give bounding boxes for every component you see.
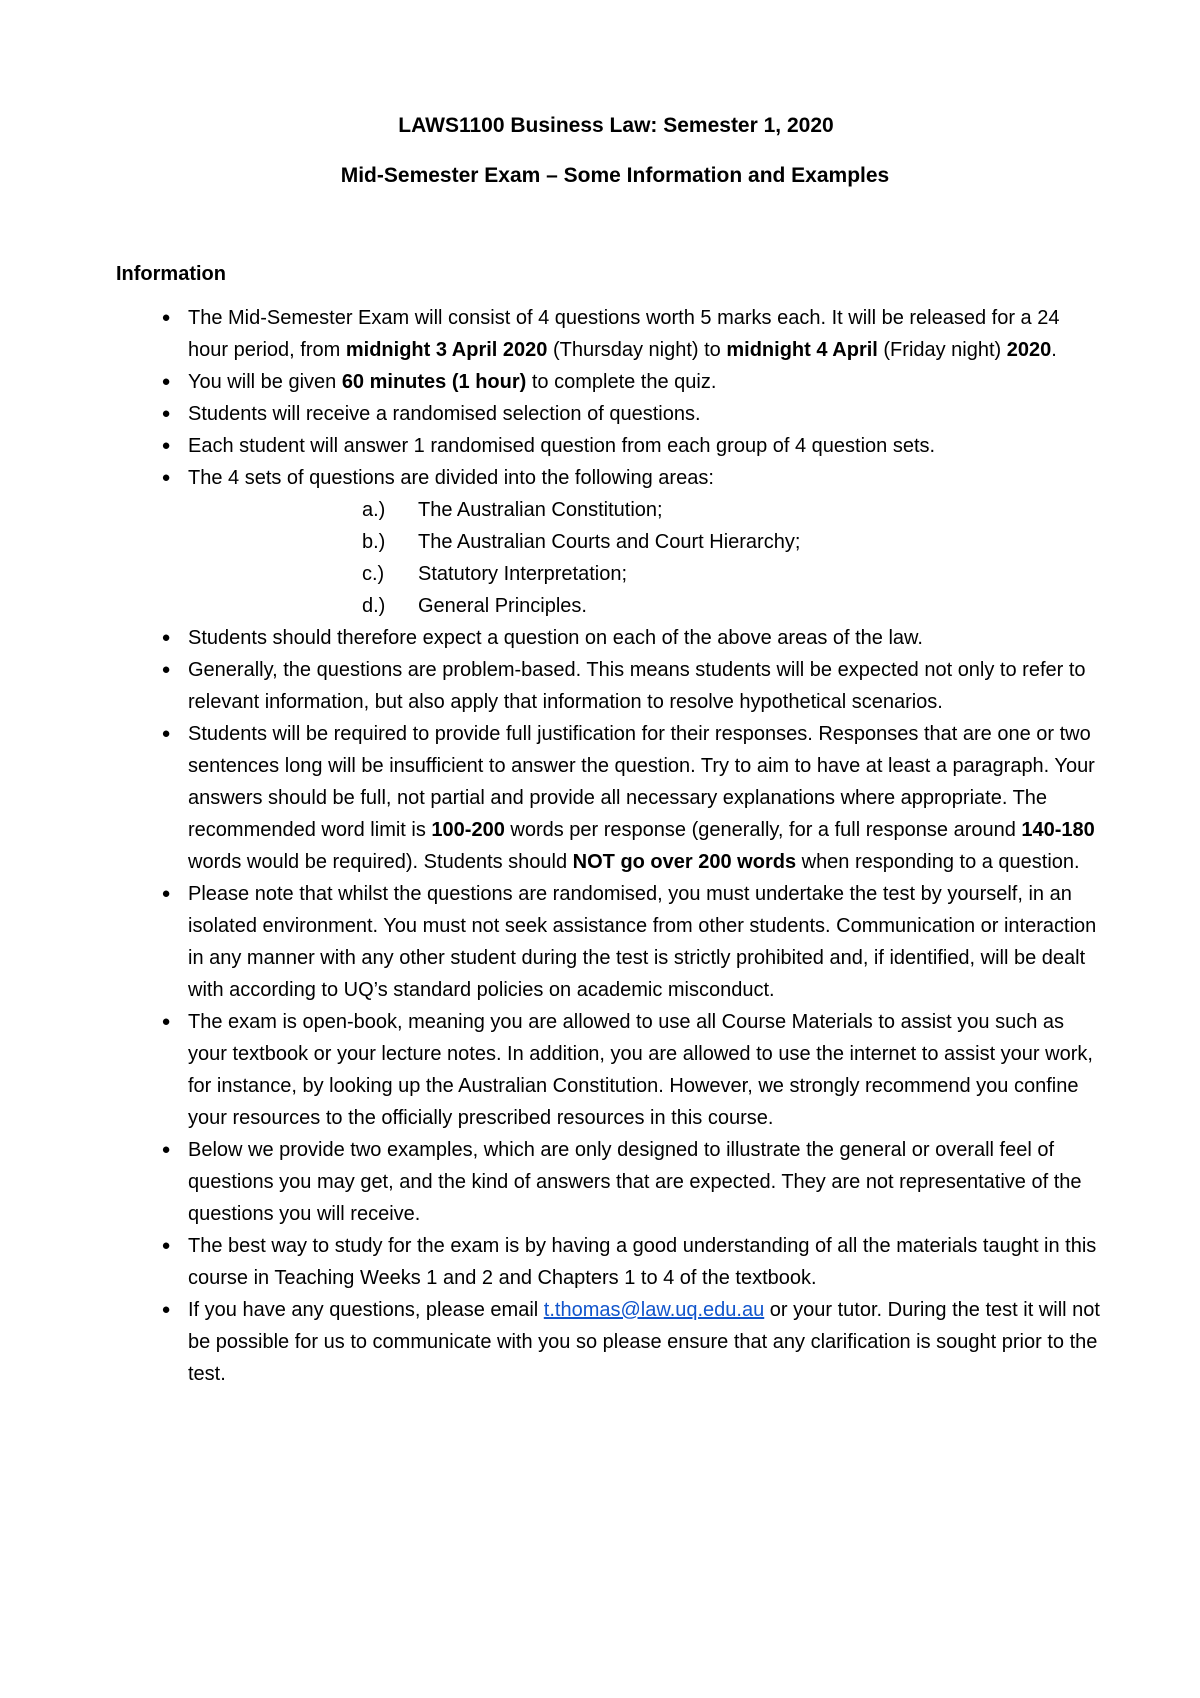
area-letter: c.): [362, 563, 385, 585]
bullet-item-justification: ● Students will be required to provide full justification for their responses. Responses that are one or two sentences long will be insufficient to answer the question. Try to aim to have at least a paragraph. Your answers should be full, not partial and provide all necessary explanations where appropriate. The recommended word limit is 100-200 words per response (generally, for a full response around 140-180 words would be required). Students should NOT go over 200 words when responding to a question.: [116, 718, 1104, 878]
bullet-icon: ●: [161, 1301, 171, 1318]
bullet-item-time-limit: ● You will be given 60 minutes (1 hour) to complete the quiz.: [116, 366, 1104, 398]
bullet-icon: ●: [161, 629, 171, 646]
bullet-icon: ●: [161, 437, 171, 454]
document-title: LAWS1100 Business Law: Semester 1, 2020: [398, 114, 834, 137]
bullet-item-open-book: ● The exam is open-book, meaning you are allowed to use all Course Materials to assist you such as your textbook or your lecture notes. In addition, you are allowed to use the internet to assist your work, for instance, by looking up the Australian Constitution. However, we strongly recommend you confine your resources to the officially prescribed resources in this course.: [116, 1006, 1104, 1134]
document-subtitle: Mid-Semester Exam – Some Information and Examples: [340, 164, 890, 187]
area-letter: b.): [362, 531, 386, 553]
bullet-icon: ●: [161, 469, 171, 486]
area-letter: d.): [362, 595, 386, 617]
section-heading-information: Information: [116, 263, 226, 285]
question-areas-list: [188, 494, 1104, 622]
bullet-icon: ●: [161, 1013, 171, 1030]
bullet-icon: ●: [161, 309, 171, 326]
bullet-item-contact: ● If you have any questions, please email t.thomas@law.uq.edu.au or your tutor. During the test it will not be possible for us to communicate with you so please ensure that any clarification is sought prior to the test.: [116, 1294, 1104, 1390]
area-text: The Australian Constitution;: [418, 499, 663, 521]
area-item: [188, 590, 1104, 622]
bullet-item-exam-structure: ● The Mid-Semester Exam will consist of 4 questions worth 5 marks each. It will be released for a 24 hour period, from midnight 3 April 2020 (Thursday night) to midnight 4 April (Friday night) 2020.: [116, 302, 1104, 366]
area-item: [188, 558, 1104, 590]
bullet-icon: ●: [161, 405, 171, 422]
bullet-icon: ●: [161, 661, 171, 678]
email-link[interactable]: t.thomas@law.uq.edu.au: [543, 1299, 765, 1321]
bullet-icon: ●: [161, 885, 171, 902]
information-bullet-list: [116, 302, 1104, 1390]
bullet-item-examples: ● Below we provide two examples, which are only designed to illustrate the general or overall feel of questions you may get, and the kind of answers that are expected. They are not representative of the questions you will receive.: [116, 1134, 1104, 1230]
area-text: Statutory Interpretation;: [418, 563, 628, 585]
bullet-icon: ●: [161, 725, 171, 742]
bullet-item-question-groups: ● Each student will answer 1 randomised question from each group of 4 question sets.: [116, 430, 1104, 462]
area-letter: a.): [362, 499, 386, 521]
bullet-item-expect-each-area: ● Students should therefore expect a question on each of the above areas of the law.: [116, 622, 1104, 654]
bullet-item-study-advice: ● The best way to study for the exam is by having a good understanding of all the materials taught in this course in Teaching Weeks 1 and 2 and Chapters 1 to 4 of the textbook.: [116, 1230, 1104, 1294]
bullet-item-question-areas: ● The 4 sets of questions are divided into the following areas: a.) The Australian Constitution; b.) The Australian Courts and Court Hierarchy; c.) Statutory Interpretation; d.) General Principles.: [116, 462, 1104, 622]
bullet-icon: ●: [161, 373, 171, 390]
bullet-icon: ●: [161, 1141, 171, 1158]
area-item: [188, 494, 1104, 526]
bullet-item-isolated-environment: ● Please note that whilst the questions are randomised, you must undertake the test by yourself, in an isolated environment. You must not seek assistance from other students. Communication or interaction in any manner with any other student during the test is strictly prohibited and, if identified, will be dealt with according to UQ’s standard policies on academic misconduct.: [116, 878, 1104, 1006]
bullet-item-randomised: ● Students will receive a randomised selection of questions.: [116, 398, 1104, 430]
bullet-icon: ●: [161, 1237, 171, 1254]
bullet-item-problem-based: ● Generally, the questions are problem-based. This means students will be expected not only to refer to relevant information, but also apply that information to resolve hypothetical scenarios.: [116, 654, 1104, 718]
area-text: General Principles.: [418, 595, 587, 617]
area-item: [188, 526, 1104, 558]
area-text: The Australian Courts and Court Hierarchy;: [418, 531, 801, 553]
